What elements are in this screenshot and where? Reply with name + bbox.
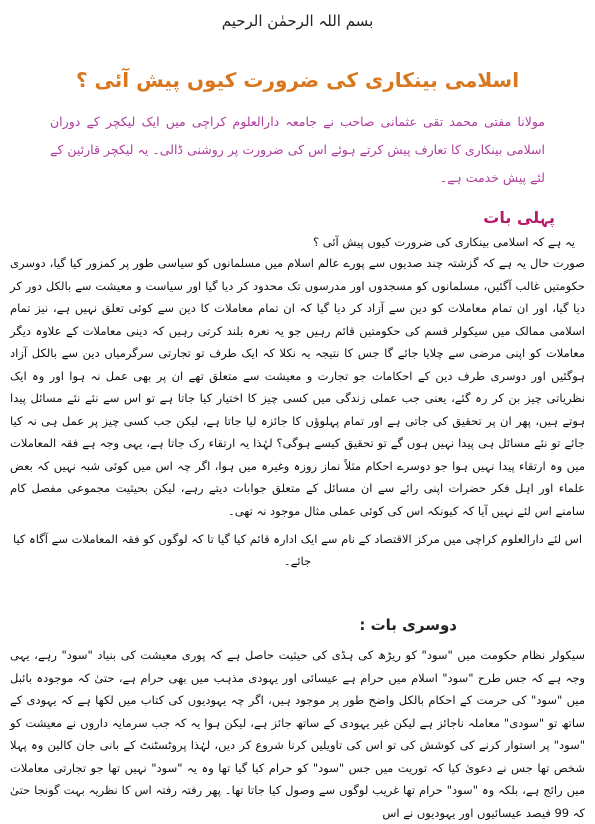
section-closing-line: اس لئے دارالعلوم کراچی میں مرکز الاقتصاد کے نام سے ایک ادارہ قائم کیا گیا تا کہ لوگوں کو فقہ المعاملات سے آگاہ کیا جائے۔: [12, 532, 583, 568]
page-title: اسلامی بینکاری کی ضرورت کیوں پیش آئی ؟: [75, 68, 520, 92]
section-body-first: صورت حال یہ ہے کہ گزشتہ چند صدیوں سے پورے عالم اسلام میں مسلمانوں کو سیاسی طور پر کمزور کیا گیا، دوسری حکومتیں غالب آگئیں، مسلمانوں کو مسجدوں اور مدرسوں تک محدود کر دیا گیا اور سیاست و معیشت سے بالکل دور کر دیا گیا، اور ان تمام معاملات کو دین سے آزاد کر دیا گیا کہ ان تمام معاملات کا دین سے کوئی تعلق نہیں ہے، نیز تمام اسلامی ممالک میں سیکولر قسم کی حکومتیں قائم رہیں جو یہ نعرہ بلند کرتی رہیں کہ دینی معاملات کے علاوہ دیگر معاملات کو اپنی مرضی سے چلایا جائے گا جس کا نتیجہ یہ نکلا کہ ایک طرف تو تجارتی سرگرمیاں دین سے بالکل آزاد ہوگئیں اور دوسری طرف دین کے احکامات جو تجارت و معیشت سے متعلق تھے ان پر بھی عمل نہ ہوا اور وہ ایک نظریاتی چیز بن کر رہ گئے، یعنی جب عملی زندگی میں کسی چیز کا اختیار کیا جاتا ہے تو اس سے نئے نئے مسائل پیدا ہوتے ہیں، پھر ان پر تحقیق کی جاتی ہے اور تمام پہلوؤں کا جائزہ لیا جاتا ہے، لیکن جب کسی چیز پر عمل ہی نہ کیا جائے تو نئے مسائل ہی پیدا نہیں ہوں گے تو تحقیق کیسے ہوگی؟ لہٰذا یہ ارتقاء رک جاتا ہے، یہی وجہ ہے فقہ المعاملات میں وہ ارتقاء پیدا نہیں ہوا جو دوسرے احکام مثلاً نماز روزہ وغیرہ میں ہوا، اگر چہ اس میں کوئی شبہ نہیں کہ بعض علماء اور اہل فکر حضرات اپنی رائے سے ان مسائل کے متعلق جوابات دیتے رہے، لیکن بحیثیت مجموعی مفصل کام سامنے اس لئے نہیں آیا کہ کیونکہ اس کی کوئی عملی مثال موجود نہ تھی۔: [10, 256, 585, 518]
section-body-second: سیکولر نظام حکومت میں "سود" کو ریڑھ کی ہڈی کی حیثیت حاصل ہے کہ پوری معیشت کی بنیاد "سود" رہے، یہی وجہ ہے کہ جس طرح "سود" اسلام میں حرام ہے عیسائی اور یہودی مذہب میں بھی حرام ہے، حتیٰ کہ موجودہ بائبل میں "سود" کی حرمت کے احکام بالکل واضح طور پر موجود ہیں، اگر چہ یہودیوں کی کتاب میں لکھا ہے کہ یہودی کے ساتھ تو "سودی" معاملہ ناجائز ہے لیکن غیر یہودی کے ساتھ جائز ہے، لیکن ہوا یہ کہ جب سرمایہ داروں نے معیشت کو "سود" پر استوار کرنے کی کوشش کی تو اس کی تاویلیں کرنا شروع کر دیں، لہٰذا پروٹسٹنٹ کے بانی جان کالین وہ پہلا شخص تھا جس نے دعویٰ کیا کہ توریت میں جس "سود" کو حرام کیا گیا تھا وہ یہ "سود" نہیں تھا جو تجارتی معاملات میں رائج ہے، بلکہ وہ "سود" حرام تھا غریب لوگوں سے وصول کیا جاتا تھا۔ پھر رفتہ رفتہ اس کا نظریہ بہت گونجا حتیٰ کہ 99 فیصد عیسائیوں اور یہودیوں نے اس: [10, 648, 585, 820]
section-heading-second: دوسری بات :: [359, 616, 457, 634]
intro-paragraph: مولانا مفتی محمد تقی عثمانی صاحب نے جامعہ دارالعلوم کراچی میں ایک لیکچر کے دوران اسلامی بینکاری کا تعارف پیش کرتے ہوئے اس کی ضرورت پر روشنی ڈالی۔ یہ لیکچر قارئین کے لئے پیش خدمت ہے۔: [50, 114, 545, 185]
bismillah: بسم اللہ الرحمٰن الرحیم: [221, 12, 374, 30]
section-heading-first: پہلی بات: [483, 208, 555, 227]
section-question: یہ ہے کہ اسلامی بینکاری کی ضرورت کیوں پیش آئی ؟: [312, 235, 575, 249]
